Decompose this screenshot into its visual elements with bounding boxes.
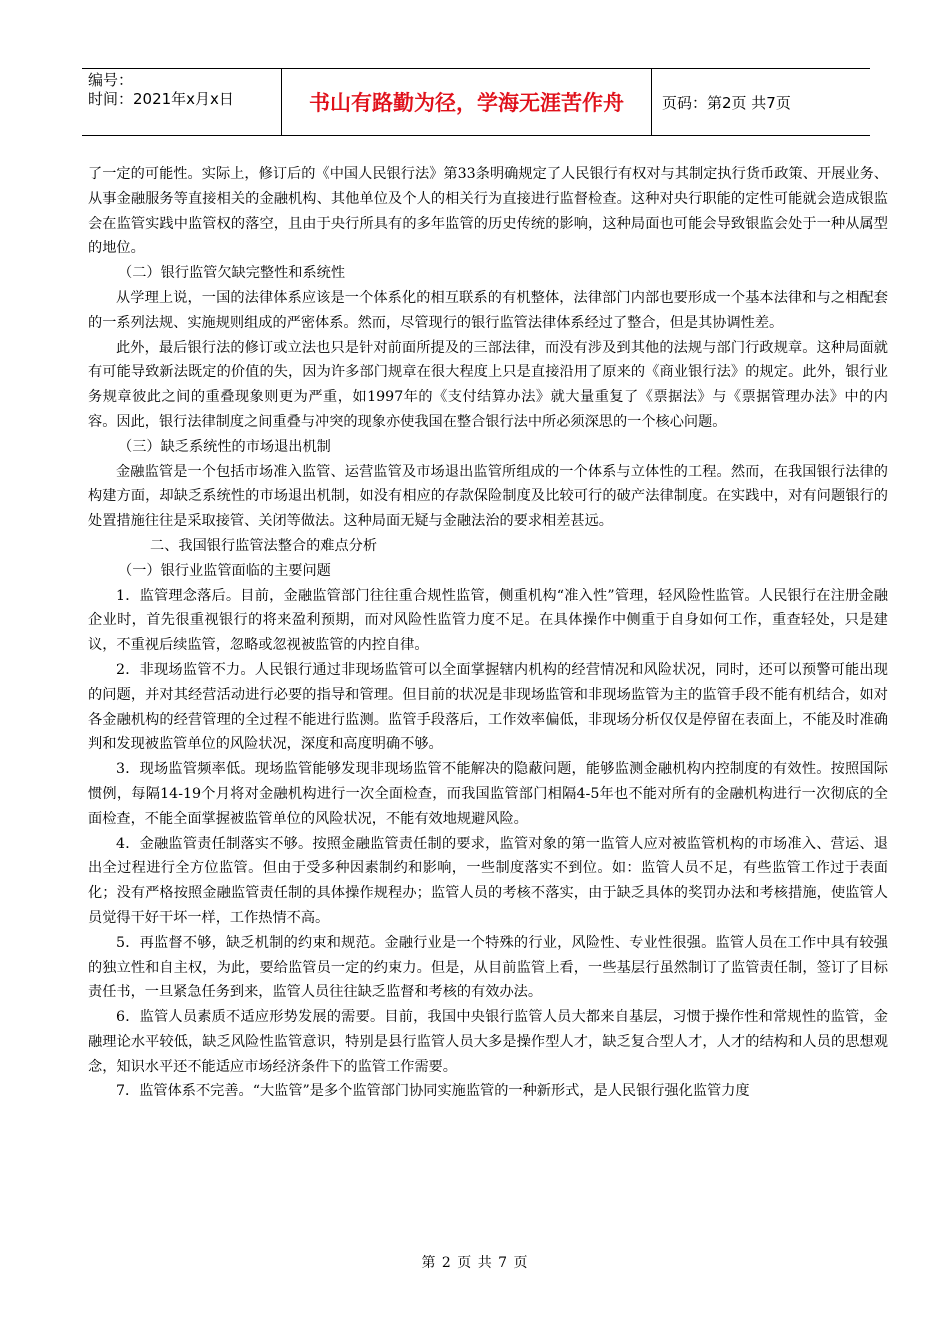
page-header: [82, 68, 870, 136]
section-heading: （一）银行业监管面临的主要问题: [118, 562, 331, 579]
paragraph: 金融监管是一个包括市场准入监管、运营监管及市场退出监管所组成的一个体系与立体性的工程。然而，在我国银行法律的构建方面，却缺乏系统性的市场退出机制，如没有相应的存款保险制度及比较可行的破产法律制度。在实践中，对有问题银行的处置措施往往是采取接管、关闭等做法。这种局面无疑与金融法治的要求相差甚远。: [88, 463, 888, 530]
header-page-info: 页码：第2页 共7页: [662, 93, 791, 112]
list-item-paragraph: 4．金融监管责任制落实不够。按照金融监管责任制的要求，监管对象的第一监管人应对被监管机构的市场准入、营运、退出全过程进行全方位监管。但由于受多种因素制约和影响，一些制度落实不到位。如：监管人员不足，有些监管工作过于表面化；没有严格按照金融监管责任制的具体操作规程办；监管人员的考核不落实，由于缺乏具体的奖罚办法和考核措施，使监管人员觉得干好干坏一样，工作热情不高。: [88, 835, 888, 926]
page-footer: 第 2 页 共 7 页: [421, 1255, 529, 1271]
section-heading: （二）银行监管欠缺完整性和系统性: [118, 265, 346, 282]
paragraph: 从学理上说，一国的法律体系应该是一个体系化的相互联系的有机整体，法律部门内部也要形成一个基本法律和与之相配套的一系列法规、实施规则组成的严密体系。然而，尽管现行的银行监管法律体系经过了整合，但是其协调性差。: [88, 289, 888, 331]
list-item-paragraph: 3．现场监管频率低。现场监管能够发现非现场监管不能解决的隐蔽问题，能够监测金融机构内控制度的有效性。按照国际惯例，每隔14-19个月将对金融机构进行一次全面检查，而我国监管部门相隔4-5年也不能对所有的金融机构进行一次彻底的全面检查，不能全面掌握被监管单位的风险状况，不能有效地规避风险。: [88, 761, 888, 827]
list-item-paragraph: 6．监管人员素质不适应形势发展的需要。目前，我国中央银行监管人员大都来自基层，习惯于操作性和常规性的监管，金融理论水平较低，缺乏风险性监管意识，特别是县行监管人员大多是操作型人才，缺乏复合型人才，人才的结构和人员的思想观念，知识水平还不能适应市场经济条件下的监管工作需要。: [88, 1009, 888, 1075]
document-number-label: 编号：: [88, 71, 134, 89]
section-heading: （三）缺乏系统性的市场退出机制: [118, 438, 331, 455]
header-meta: [82, 69, 282, 135]
list-item-paragraph: 1．监管理念落后。目前，金融监管部门往往重合规性监管，侧重机构“准入性”管理，轻风险性监管。人民银行在注册金融企业时，首先很重视银行的将来盈利预期，而对风险性监管力度不足。在具体操作中侧重于自身如何工作，重查轻处，只是建议，不重视后续监管，忽略或忽视被监管的内控自律。: [88, 587, 888, 654]
paragraph: 了一定的可能性。实际上，修订后的《中国人民银行法》第33条明确规定了人民银行有权对与其制定执行货币政策、开展业务、从事金融服务等直接相关的金融机构、其他单位及个人的相关行为直接进行监督检查。这种对央行职能的定性可能就会造成银监会在监管实践中监管权的落空，且由于央行所具有的多年监管的历史传统的影响，这种局面也可能会导致银监会处于一种从属型的地位。: [88, 166, 888, 257]
header-motto: 书山有路勤为径，学海无涯苦作舟: [282, 69, 652, 135]
document-body: [88, 162, 888, 1104]
chapter-heading: 二、我国银行监管法整合的难点分析: [150, 537, 378, 554]
list-item-paragraph: 7．监管体系不完善。“大监管”是多个监管部门协同实施监管的一种新形式，是人民银行强化监管力度: [116, 1083, 750, 1100]
list-item-paragraph: 2．非现场监管不力。人民银行通过非现场监管可以全面掌握辖内机构的经营情况和风险状况，同时，还可以预警可能出现的问题，并对其经营活动进行必要的指导和管理。但目前的状况是非现场监管和非现场监管为主的监管手段不能有机结合，如对各金融机构的经营管理的全过程不能进行监测。监管手段落后，工作效率偏低，非现场分析仅仅是停留在表面上，不能及时准确判和发现被监管单位的风险状况，深度和高度明确不够。: [88, 661, 888, 753]
paragraph: 此外，最后银行法的修订或立法也只是针对前面所提及的三部法律，而没有涉及到其他的法规与部门行政规章。这种局面就有可能导致新法既定的价值的失，因为许多部门规章在很大程度上只是直接沿用了原来的《商业银行法》的规定。此外，银行业务规章彼此之间的重叠现象则更为严重，如1997年的《支付结算办法》就大量重复了《票据法》与《票据管理办法》中的内容。因此，银行法律制度之间重叠与冲突的现象亦使我国在整合银行法中所必须深思的一个核心问题。: [88, 339, 888, 430]
list-item-paragraph: 5．再监督不够，缺乏机制的约束和规范。金融行业是一个特殊的行业，风险性、专业性很强。监管人员在工作中具有较强的独立性和自主权，为此，要给监管员一定的约束力。但是，从目前监管上看，一些基层行虽然制订了监管责任制，签订了目标责任书，一旦紧急任务到来，监管人员往往缺乏监督和考核的有效办法。: [88, 934, 888, 1001]
document-date: 时间：2021年x月x日: [88, 90, 234, 108]
